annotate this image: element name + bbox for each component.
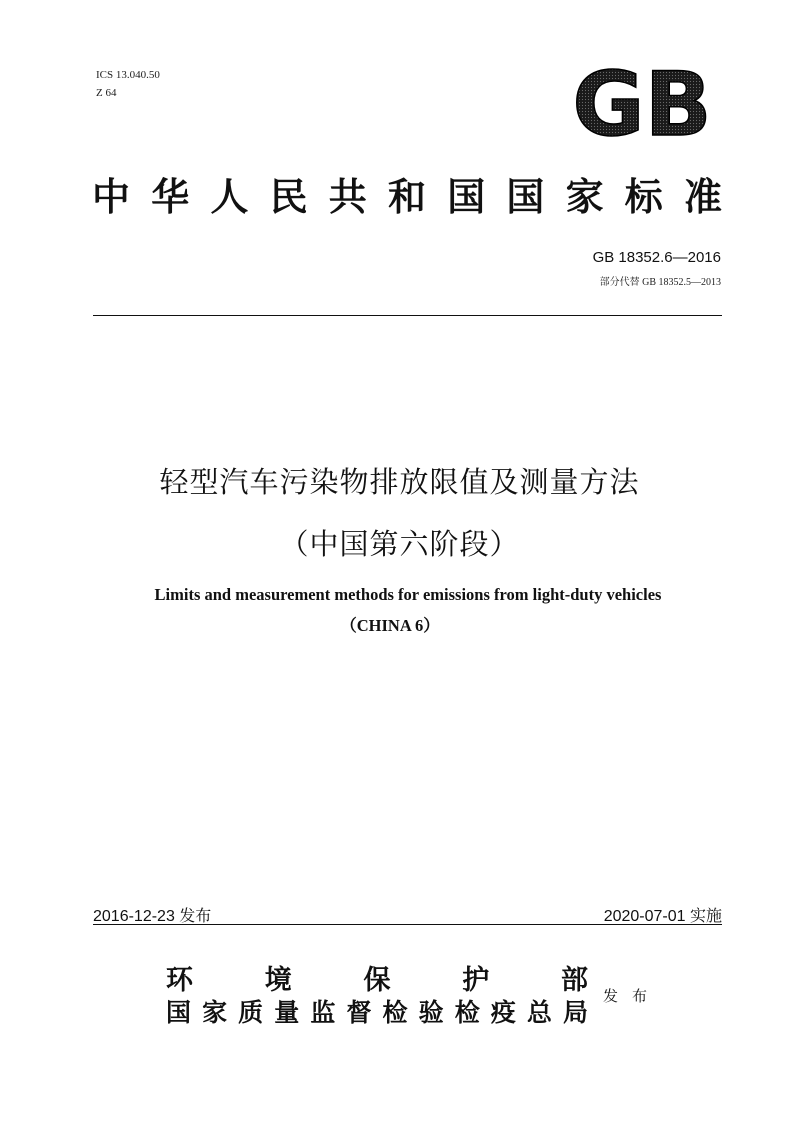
ics-code: ICS 13.040.50 — [96, 69, 160, 81]
standard-number: GB 18352.6—2016 — [592, 249, 721, 266]
document-title-cn: 轻型汽车污染物排放限值及测量方法 — [159, 465, 640, 499]
publish-label: 发布 — [603, 987, 662, 1005]
implementation-date: 2020-07-01 实施 — [603, 908, 722, 925]
ccs-code: Z 64 — [96, 87, 117, 99]
issue-date: 2016-12-23 发布 — [93, 908, 212, 925]
issuer-ministry: 环境保护部 — [166, 965, 588, 996]
national-standard-title: 中华人民共和国国家标准 — [92, 175, 722, 219]
document-title-en: Limits and measurement methods for emissions from light-duty vehicles — [154, 585, 662, 604]
issuer-aqsiq: 国家质量监督检验检疫总局 — [166, 998, 588, 1027]
replaces-note: 部分代替 GB 18352.5—2013 — [599, 277, 721, 288]
document-subtitle-cn: （中国第六阶段） — [279, 527, 520, 561]
gb-logo — [566, 62, 718, 142]
document-subtitle-en: （CHINA 6） — [340, 616, 440, 635]
header-divider — [93, 315, 722, 316]
logo-text: GB — [572, 62, 712, 142]
footer-divider — [93, 924, 722, 925]
classification-codes — [96, 66, 160, 102]
